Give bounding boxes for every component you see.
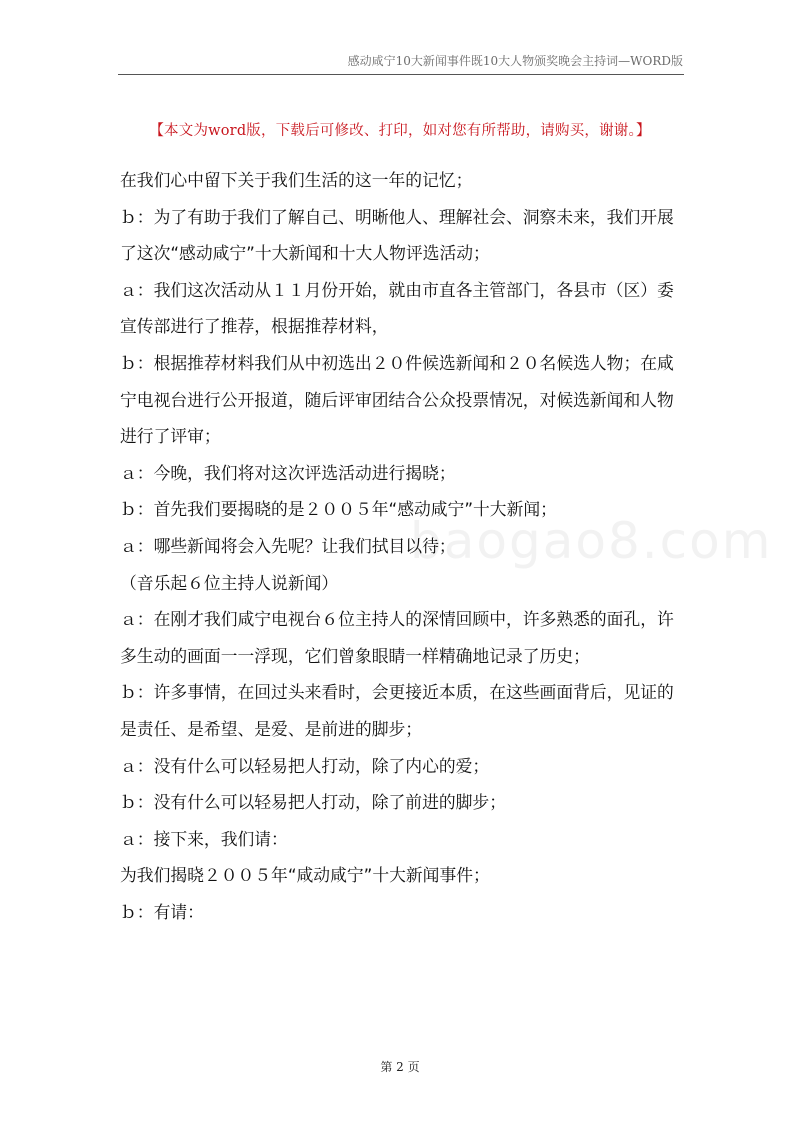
paragraph: ａ：哪些新闻将会入先呢？让我们拭目以待； xyxy=(120,535,456,556)
paragraph: ｂ：为了有助于我们了解自己、明晰他人、理解社会、洞察未来，我们开展了这次“感动咸宁”十大新闻和十大人物评选活动； xyxy=(120,206,674,264)
watermark: baogao8.com xyxy=(410,512,773,570)
running-header: 感动咸宁10大新闻事件既10大人物颁奖晚会主持词—WORD版 xyxy=(347,54,683,68)
paragraph: ａ：在刚才我们咸宁电视台６位主持人的深情回顾中，许多熟悉的面孔，许多生动的画面一一浮现，它们曾象眼睛一样精确地记录了历史； xyxy=(120,609,674,666)
paragraph: ｂ：根据推荐材料我们从中初选出２０件候选新闻和２０名候选人物；在咸宁电视台进行公开报道，随后评审团结合公众投票情况，对候选新闻和人物进行了评审； xyxy=(120,352,674,447)
paragraph: 在我们心中留下关于我们生活的这一年的记忆； xyxy=(120,170,473,190)
paragraph: ｂ：许多事情，在回过头来看时，会更接近本质，在这些画面背后，见证的是责任、是希望、是爱、是前进的脚步； xyxy=(120,682,674,739)
paragraph: ａ：今晚，我们将对这次评选活动进行揭晓； xyxy=(120,462,456,483)
paragraph: ａ：我们这次活动从１１月份开始，就由市直各主管部门，各县市（区）委宣传部进行了推荐，根据推荐材料， xyxy=(120,279,674,337)
paragraph: ｂ：没有什么可以轻易把人打动，除了前进的脚步； xyxy=(120,792,506,813)
paragraph: 为我们揭晓２００５年“咸动咸宁”十大新闻事件； xyxy=(120,865,490,886)
paragraph: ａ：接下来，我们请： xyxy=(120,828,288,849)
paragraph: ｂ：有请： xyxy=(120,901,204,922)
paragraph: （音乐起６位主持人说新闻） xyxy=(120,572,339,593)
document-body xyxy=(120,162,686,930)
header-divider xyxy=(118,74,684,75)
purchase-notice: 【本文为word版，下载后可修改、打印，如对您有所帮助，请购买，谢谢。】 xyxy=(149,123,651,139)
paragraph: ａ：没有什么可以轻易把人打动，除了内心的爱； xyxy=(120,755,490,776)
paragraph: ｂ：首先我们要揭晓的是２００５年“感动咸宁”十大新闻； xyxy=(120,499,557,520)
page-number: 第 2 页 xyxy=(380,1060,420,1074)
